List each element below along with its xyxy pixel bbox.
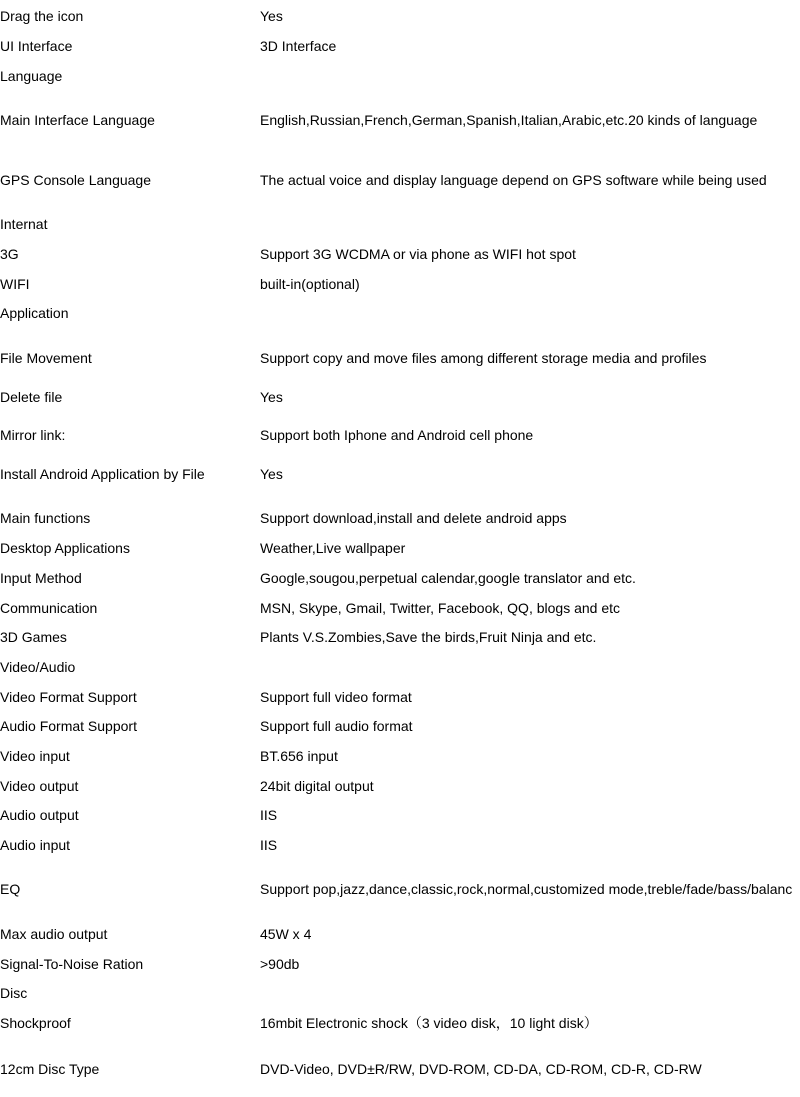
spec-value: 24bit digital output bbox=[260, 778, 374, 794]
spec-label: Audio Format Support bbox=[0, 718, 137, 734]
spec-row-file-movement bbox=[0, 348, 800, 368]
spec-label: Video output bbox=[0, 778, 79, 794]
spec-label: GPS Console Language bbox=[0, 172, 151, 188]
spec-label: Install Android Application by File bbox=[0, 466, 205, 482]
section-heading: Application bbox=[0, 305, 69, 321]
spec-label: Max audio output bbox=[0, 926, 108, 942]
section-heading: Video/Audio bbox=[0, 659, 76, 675]
spec-value: built-in(optional) bbox=[260, 276, 360, 292]
section-heading: Language bbox=[0, 68, 63, 84]
spec-label: Delete file bbox=[0, 389, 63, 405]
spec-value: 45W x 4 bbox=[260, 926, 312, 942]
spec-value: Support pop,jazz,dance,classic,rock,normal,customized mode,treble/fade/bass/balanc bbox=[260, 881, 793, 897]
spec-row-3g bbox=[0, 244, 800, 264]
spec-label: 3D Games bbox=[0, 629, 67, 645]
spec-label: 3G bbox=[0, 246, 19, 262]
spec-value: Support download,install and delete android apps bbox=[260, 510, 567, 526]
spec-label: EQ bbox=[0, 881, 21, 897]
spec-label: Audio output bbox=[0, 807, 79, 823]
spec-value: Plants V.S.Zombies,Save the birds,Fruit Ninja and etc. bbox=[260, 629, 597, 645]
spec-label: Video input bbox=[0, 748, 70, 764]
section-disc bbox=[0, 983, 800, 1003]
spec-value: >90db bbox=[260, 956, 300, 972]
spec-row-desktop-applications bbox=[0, 538, 800, 558]
spec-row-input-method bbox=[0, 568, 800, 588]
spec-value: Google,sougou,perpetual calendar,google translator and etc. bbox=[260, 570, 636, 586]
spec-value: 16mbit Electronic shock（3 video disk，10 light disk） bbox=[260, 1015, 598, 1031]
spec-label: Mirror link: bbox=[0, 427, 66, 443]
spec-value: Weather,Live wallpaper bbox=[260, 540, 406, 556]
spec-row-gps-console-language bbox=[0, 170, 800, 190]
spec-row-mirror-link bbox=[0, 425, 800, 445]
spec-row-3d-games bbox=[0, 627, 800, 647]
spec-label: Input Method bbox=[0, 570, 82, 586]
spec-row-audio-format bbox=[0, 716, 800, 736]
spec-label: Audio input bbox=[0, 837, 71, 853]
spec-row-max-audio-output bbox=[0, 924, 800, 944]
section-heading: Disc bbox=[0, 985, 28, 1001]
spec-value: DVD-Video, DVD±R/RW, DVD-ROM, CD-DA, CD-ROM, CD-R, CD-RW bbox=[260, 1061, 702, 1077]
spec-label: File Movement bbox=[0, 350, 92, 366]
spec-value: BT.656 input bbox=[260, 748, 338, 764]
spec-label: Drag the icon bbox=[0, 8, 84, 24]
spec-row-shockproof bbox=[0, 1013, 800, 1033]
spec-label: Desktop Applications bbox=[0, 540, 130, 556]
spec-label: Main functions bbox=[0, 510, 91, 526]
spec-row-video-input bbox=[0, 746, 800, 766]
spec-value: Support full video format bbox=[260, 689, 412, 705]
spec-value: Support both Iphone and Android cell phone bbox=[260, 427, 534, 443]
spec-row-audio-output bbox=[0, 805, 800, 825]
spec-value: Yes bbox=[260, 466, 283, 482]
spec-value: Yes bbox=[260, 8, 283, 24]
spec-row-12cm-disc-type bbox=[0, 1059, 800, 1079]
spec-value: Support 3G WCDMA or via phone as WIFI hot spot bbox=[260, 246, 576, 262]
spec-value: IIS bbox=[260, 807, 278, 823]
spec-row-install-android-app bbox=[0, 464, 800, 484]
spec-row-communication bbox=[0, 598, 800, 618]
spec-row-delete-file bbox=[0, 387, 800, 407]
spec-value: IIS bbox=[260, 837, 278, 853]
spec-value: Yes bbox=[260, 389, 283, 405]
spec-row-ui-interface bbox=[0, 36, 800, 56]
section-application bbox=[0, 303, 800, 323]
spec-row-video-format bbox=[0, 687, 800, 707]
spec-label: 12cm Disc Type bbox=[0, 1061, 100, 1077]
spec-value: MSN, Skype, Gmail, Twitter, Facebook, QQ, blogs and etc bbox=[260, 600, 621, 616]
spec-value: Support copy and move files among different storage media and profiles bbox=[260, 350, 707, 366]
spec-row-drag-icon bbox=[0, 6, 800, 26]
spec-row-audio-input bbox=[0, 835, 800, 855]
spec-value: English,Russian,French,German,Spanish,Italian,Arabic,etc.20 kinds of language bbox=[260, 112, 758, 128]
section-language bbox=[0, 66, 800, 86]
spec-value: Support full audio format bbox=[260, 718, 413, 734]
spec-value: 3D Interface bbox=[260, 38, 337, 54]
section-internet bbox=[0, 214, 800, 234]
spec-row-video-output bbox=[0, 776, 800, 796]
spec-label: Video Format Support bbox=[0, 689, 137, 705]
spec-row-eq bbox=[0, 879, 800, 899]
spec-row-signal-to-noise bbox=[0, 954, 800, 974]
spec-row-main-interface-language bbox=[0, 110, 800, 130]
spec-label: Communication bbox=[0, 600, 98, 616]
spec-label: UI Interface bbox=[0, 38, 73, 54]
spec-label: Signal-To-Noise Ration bbox=[0, 956, 144, 972]
spec-row-main-functions bbox=[0, 508, 800, 528]
section-heading: Internat bbox=[0, 216, 48, 232]
spec-row-wifi bbox=[0, 274, 800, 294]
spec-value: The actual voice and display language depend on GPS software while being used bbox=[260, 172, 767, 188]
section-video-audio bbox=[0, 657, 800, 677]
spec-label: Main Interface Language bbox=[0, 112, 155, 128]
spec-label: Shockproof bbox=[0, 1015, 71, 1031]
spec-label: WIFI bbox=[0, 276, 30, 292]
